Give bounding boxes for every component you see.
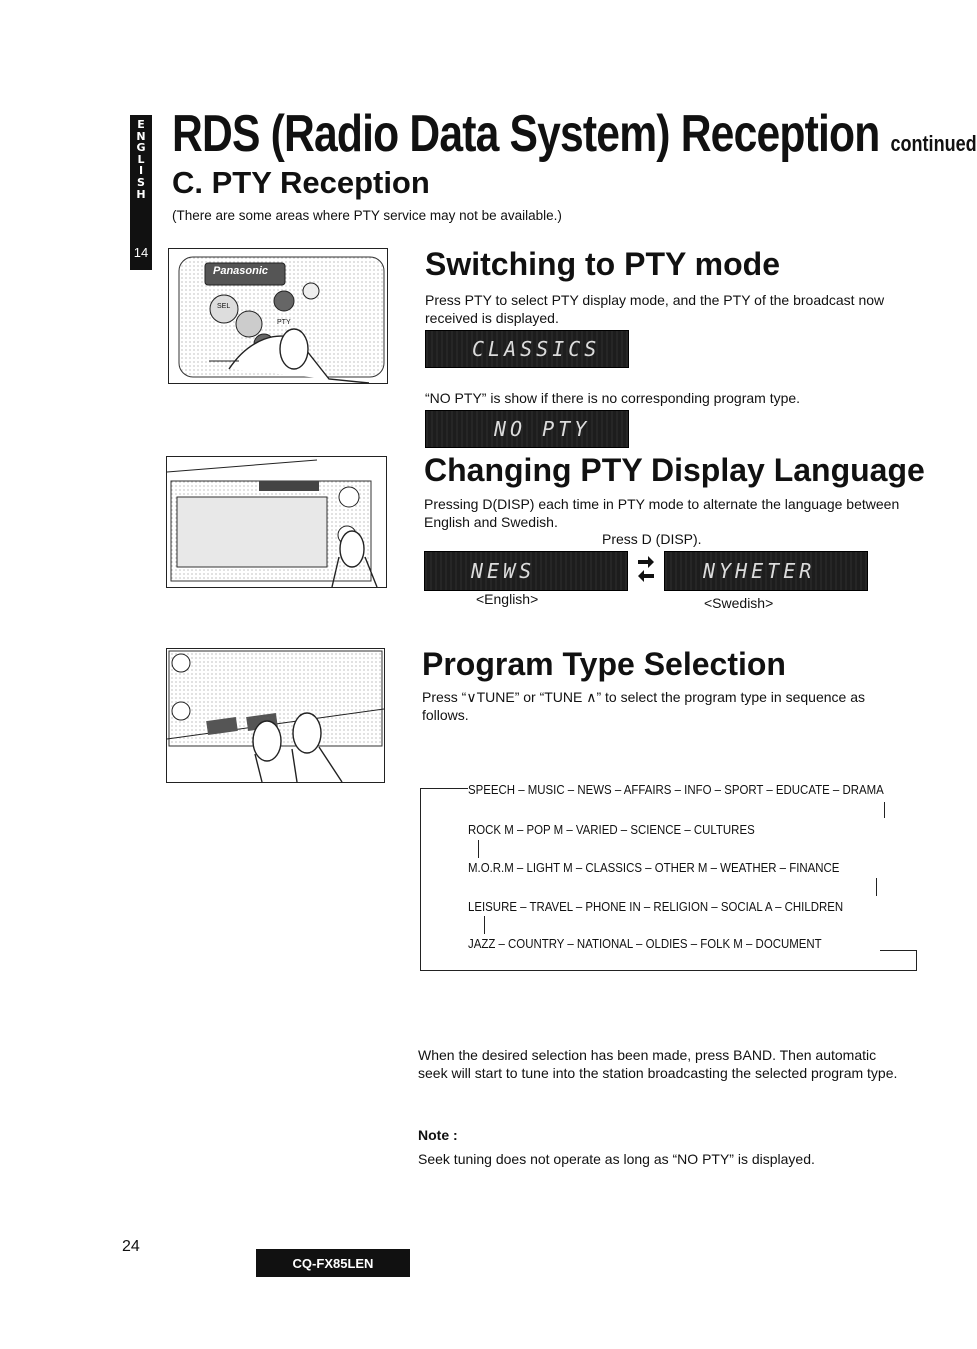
side-letter: L <box>137 152 145 166</box>
display-no-pty <box>425 410 629 448</box>
page-title <box>172 104 977 164</box>
switching-text: Press PTY to select PTY display mode, and the PTY of the broadcast now received is displayed. <box>425 292 885 326</box>
tune-buttons-illustration <box>166 648 385 783</box>
band-instruction: When the desired selection has been made, press BAND. Then automatic seek will start to tune into the station broadcasting the selected program type. <box>418 1047 898 1081</box>
sequence-row-3: M.O.R.M – LIGHT M – CLASSICS – OTHER M – WEATHER – FINANCE <box>468 860 840 875</box>
sequence-connector <box>478 840 479 858</box>
disp-button-illustration <box>166 456 387 588</box>
no-pty-text: “NO PTY” is show if there is no corresponding program type. <box>425 390 801 406</box>
english-label: <English> <box>476 591 539 607</box>
side-letter: E <box>137 118 145 131</box>
press-disp-label: Press D (DISP). <box>602 531 702 547</box>
pty-button-drawing <box>169 249 387 383</box>
sequence-connector <box>876 878 877 896</box>
note-text: Seek tuning does not operate as long as “NO PTY” is displayed. <box>418 1151 815 1167</box>
note-label: Note : <box>418 1127 458 1143</box>
pty-label: PTY <box>277 319 291 326</box>
side-tab-letters <box>130 119 152 200</box>
display-swedish <box>664 551 868 591</box>
sequence-row-5: JAZZ – COUNTRY – NATIONAL – OLDIES – FOLK M – DOCUMENT <box>468 936 822 951</box>
toggle-arrows-icon <box>636 552 656 586</box>
display-classics-text: CLASSICS <box>472 337 601 361</box>
page-number: 24 <box>122 1238 140 1255</box>
program-text: Press “∨TUNE” or “TUNE ∧” to select the program type in sequence as follows. <box>422 689 865 723</box>
brand-logo: Panasonic <box>213 265 269 277</box>
sequence-row-1: SPEECH – MUSIC – NEWS – AFFAIRS – INFO – SPORT – EDUCATE – DRAMA <box>468 782 884 797</box>
display-no-pty-text: NO PTY <box>494 417 591 441</box>
language-text: Pressing D(DISP) each time in PTY mode to alternate the language between English and Swedish. <box>424 496 900 530</box>
disp-button-drawing <box>167 457 386 587</box>
side-letter: S <box>137 175 145 189</box>
side-letter: H <box>136 187 146 201</box>
side-letter: N <box>136 129 146 143</box>
display-swedish-text: NYHETER <box>703 559 816 583</box>
side-letter: G <box>136 141 146 155</box>
sequence-connector <box>884 802 885 818</box>
sequence-connector <box>880 950 916 951</box>
sequence-row-4: LEISURE – TRAVEL – PHONE IN – RELIGION – SOCIAL A – CHILDREN <box>468 899 844 914</box>
sequence-connector <box>484 916 485 934</box>
sequence-connector <box>420 788 468 789</box>
sequence-row-2: ROCK M – POP M – VARIED – SCIENCE – CULTURES <box>468 822 755 837</box>
display-english <box>424 551 628 591</box>
continued-label: continued <box>890 131 977 156</box>
switching-heading: Switching to PTY mode <box>425 246 780 282</box>
pty-button-illustration <box>168 248 388 384</box>
program-heading: Program Type Selection <box>422 646 786 682</box>
swedish-label: <Swedish> <box>704 595 774 611</box>
display-english-text: NEWS <box>471 559 536 583</box>
side-tab-number: 14 <box>133 245 149 260</box>
side-letter: I <box>138 164 144 178</box>
sequence-connector <box>916 950 917 971</box>
model-badge: CQ-FX85LEN <box>256 1249 410 1277</box>
tune-buttons-drawing <box>167 649 384 782</box>
sel-label: SEL <box>217 303 231 310</box>
section-title: C. PTY Reception <box>172 165 430 200</box>
availability-note: (There are some areas where PTY service may not be available.) <box>172 208 562 223</box>
display-classics <box>425 330 629 368</box>
language-side-tab <box>130 115 152 270</box>
title-text: RDS (Radio Data System) Reception <box>172 105 880 163</box>
language-heading: Changing PTY Display Language <box>424 452 925 488</box>
